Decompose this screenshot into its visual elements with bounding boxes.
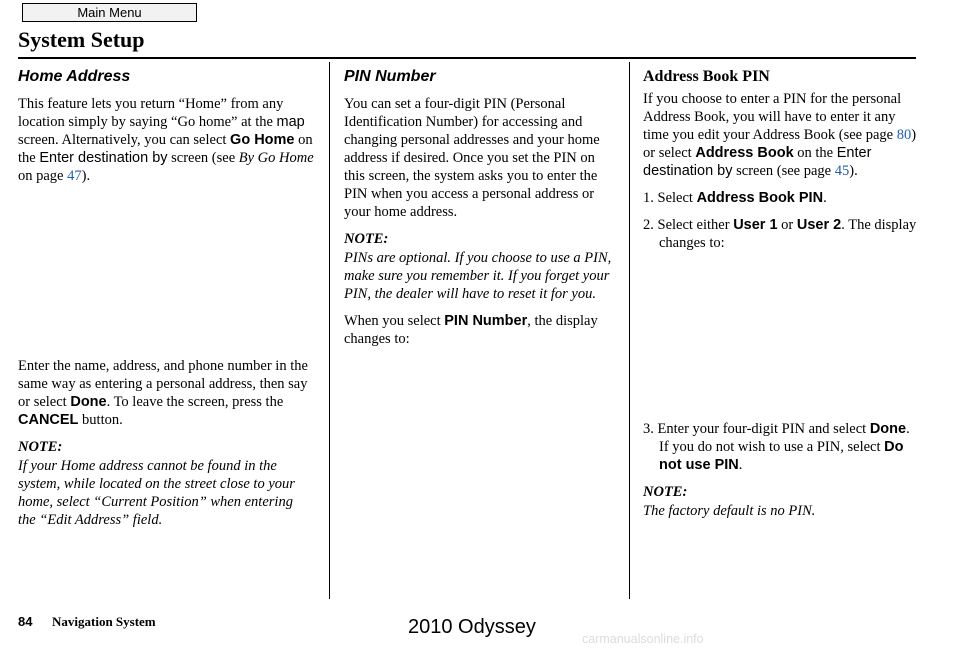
home-note-label: NOTE: (18, 439, 63, 455)
footer-label: Navigation System (52, 614, 156, 629)
address-book-pin-steps-cont (643, 420, 921, 474)
address-book-pin-steps (643, 189, 921, 252)
column-divider-2 (629, 62, 630, 599)
title-divider (18, 57, 916, 59)
pin-note: PINs are optional. If you choose to use a PIN, make sure you remember it. If you forget your PIN, the dealer will have to reset it for you. (344, 250, 612, 302)
page-link-80[interactable]: 80 (896, 127, 912, 143)
home-address-instructions: Enter the name, address, and phone number in the same way as entering a personal address, then say or select Done. To leave the screen, press the CANCEL button. (18, 358, 308, 428)
column-divider-1 (329, 62, 330, 599)
home-address-column (18, 66, 314, 538)
home-note: If your Home address cannot be found in the system, while located on the street close to your home, select “Current Position” when entering the “Edit Address” field. (18, 458, 295, 528)
site-watermark: carmanualsonline.info (582, 632, 704, 646)
main-menu-button[interactable]: Main Menu (22, 3, 197, 22)
home-address-heading: Home Address (18, 68, 131, 85)
page-link-45[interactable]: 45 (834, 163, 850, 179)
pin-number-heading: PIN Number (344, 68, 436, 85)
pin-note-label: NOTE: (344, 231, 389, 247)
step-1: 1. Select Address Book PIN. (643, 190, 827, 206)
step-3: 3. Enter your four-digit PIN and select Done. If you do not wish to use a PIN, select Do not use PIN. (643, 421, 910, 473)
abpin-note: The factory default is no PIN. (643, 503, 816, 519)
address-book-pin-heading: Address Book PIN (643, 68, 770, 85)
step-2: 2. Select either User 1 or User 2. The display changes to: (643, 217, 917, 251)
pin-number-intro: You can set a four-digit PIN (Personal Identification Number) for accessing and changing personal addresses and your home address if desired. Once you set the PIN on this screen, the system asks you to enter the PIN when you access a personal address or your home address. (344, 96, 600, 220)
page-title: System Setup (18, 27, 145, 52)
home-address-intro: This feature lets you return “Home” from any location simply by saying “Go home” at the map screen. Alternatively, you can select Go Home on the Enter destination by screen (see By Go Home on page 47). (18, 96, 314, 184)
address-book-pin-column (643, 66, 921, 529)
pin-number-column (344, 66, 616, 357)
address-book-pin-intro: If you choose to enter a PIN for the personal Address Book, you will have to enter it any time you edit your Address Book (see page 80) or select Address Book on the Enter destination by screen (see page 45). (643, 91, 917, 179)
image-placeholder (18, 194, 314, 357)
go-home-label: Go Home (230, 132, 295, 148)
abpin-note-label: NOTE: (643, 484, 688, 500)
page-link-47[interactable]: 47 (67, 168, 82, 184)
image-placeholder (643, 261, 921, 420)
pin-number-instructions: When you select PIN Number, the display changes to: (344, 313, 598, 347)
page-number: 84 (18, 614, 33, 629)
model-watermark: 2010 Odyssey (408, 616, 536, 638)
